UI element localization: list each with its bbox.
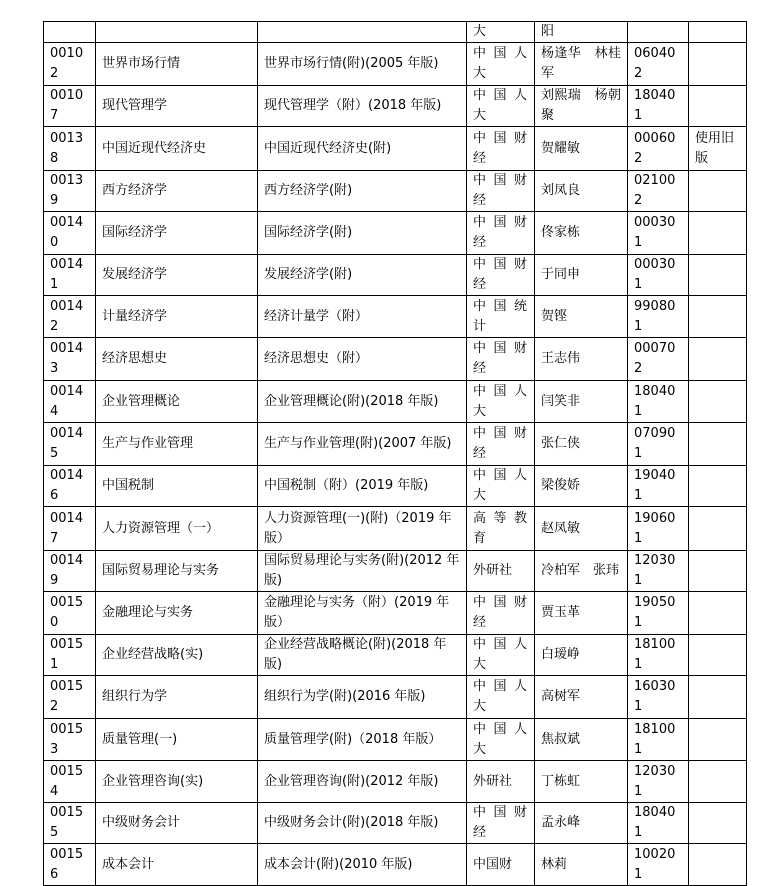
row-code: 00102 xyxy=(44,43,96,86)
row-course: 人力资源管理（一） xyxy=(96,507,258,551)
row-publisher: 外研社 xyxy=(467,551,535,592)
row-code: 00142 xyxy=(44,296,96,338)
row-publisher: 中国人大 xyxy=(467,719,535,761)
row-note: 使用旧版 xyxy=(689,127,747,171)
row-publisher: 中国财经 xyxy=(467,127,535,171)
row-code: 00153 xyxy=(44,719,96,761)
row-publisher: 中国人大 xyxy=(467,676,535,719)
row-book: 世界市场行情(附)(2005 年版) xyxy=(258,43,467,86)
row-book: 国际贸易理论与实务(附)(2012 年版) xyxy=(258,551,467,592)
row-author: 白瑷峥 xyxy=(535,635,628,676)
row-author: 贾玉革 xyxy=(535,592,628,635)
row-note xyxy=(689,338,747,381)
row-book: 成本会计(附)(2010 年版) xyxy=(258,844,467,886)
row-note xyxy=(689,43,747,86)
textbook-table xyxy=(43,21,747,886)
table-row xyxy=(44,551,747,592)
row-code: 00107 xyxy=(44,86,96,127)
row-number: 070901 xyxy=(628,423,689,466)
row-note xyxy=(689,22,747,43)
row-code: 00138 xyxy=(44,127,96,171)
table-row xyxy=(44,466,747,507)
row-book: 中级财务会计(附)(2018 年版) xyxy=(258,803,467,844)
row-author: 贺耀敏 xyxy=(535,127,628,171)
row-book: 生产与作业管理(附)(2007 年版) xyxy=(258,423,467,466)
row-publisher: 中国财经 xyxy=(467,803,535,844)
row-number: 000602 xyxy=(628,127,689,171)
row-number: 190601 xyxy=(628,507,689,551)
row-number: 100201 xyxy=(628,844,689,886)
row-course: 计量经济学 xyxy=(96,296,258,338)
row-publisher: 外研社 xyxy=(467,761,535,803)
row-number: 180401 xyxy=(628,86,689,127)
row-course: 中级财务会计 xyxy=(96,803,258,844)
row-course: 国际经济学 xyxy=(96,212,258,255)
row-course: 金融理论与实务 xyxy=(96,592,258,635)
row-number: 190501 xyxy=(628,592,689,635)
row-publisher: 中国财经 xyxy=(467,592,535,635)
row-author: 赵凤敏 xyxy=(535,507,628,551)
row-course: 生产与作业管理 xyxy=(96,423,258,466)
row-number: 990801 xyxy=(628,296,689,338)
row-publisher: 中国人大 xyxy=(467,466,535,507)
row-publisher: 中国人大 xyxy=(467,381,535,423)
row-code: 00154 xyxy=(44,761,96,803)
row-publisher: 中国财经 xyxy=(467,171,535,212)
row-note xyxy=(689,719,747,761)
row-code: 00140 xyxy=(44,212,96,255)
row-author: 闫笑非 xyxy=(535,381,628,423)
row-publisher: 中国财 xyxy=(467,844,535,886)
table-row xyxy=(44,507,747,551)
row-code: 00150 xyxy=(44,592,96,635)
row-number: 180401 xyxy=(628,381,689,423)
row-number: 190401 xyxy=(628,466,689,507)
table-body xyxy=(44,22,747,886)
row-note xyxy=(689,423,747,466)
row-author: 阳 xyxy=(535,22,628,43)
row-note xyxy=(689,212,747,255)
table-row xyxy=(44,381,747,423)
row-code: 00156 xyxy=(44,844,96,886)
row-author: 杨逢华 林桂军 xyxy=(535,43,628,86)
row-code: 00147 xyxy=(44,507,96,551)
row-number: 181001 xyxy=(628,635,689,676)
table-row xyxy=(44,676,747,719)
row-note xyxy=(689,592,747,635)
row-note xyxy=(689,255,747,296)
row-author: 于同申 xyxy=(535,255,628,296)
row-publisher: 中国人大 xyxy=(467,635,535,676)
row-note xyxy=(689,761,747,803)
row-course xyxy=(96,22,258,43)
table-row xyxy=(44,423,747,466)
row-course: 企业经营战略(实) xyxy=(96,635,258,676)
row-course: 成本会计 xyxy=(96,844,258,886)
row-number: 160301 xyxy=(628,676,689,719)
row-book: 发展经济学(附) xyxy=(258,255,467,296)
table-row xyxy=(44,592,747,635)
row-course: 组织行为学 xyxy=(96,676,258,719)
row-number: 000301 xyxy=(628,255,689,296)
row-author: 佟家栋 xyxy=(535,212,628,255)
row-author: 孟永峰 xyxy=(535,803,628,844)
table-row xyxy=(44,635,747,676)
row-book: 企业管理概论(附)(2018 年版) xyxy=(258,381,467,423)
row-course: 世界市场行情 xyxy=(96,43,258,86)
row-note xyxy=(689,171,747,212)
row-book: 中国近现代经济史(附) xyxy=(258,127,467,171)
row-author: 刘凤良 xyxy=(535,171,628,212)
row-number: 060402 xyxy=(628,43,689,86)
row-number: 180401 xyxy=(628,803,689,844)
row-code: 00146 xyxy=(44,466,96,507)
row-code: 00149 xyxy=(44,551,96,592)
row-book: 现代管理学（附）(2018 年版) xyxy=(258,86,467,127)
row-course: 企业管理概论 xyxy=(96,381,258,423)
row-course: 现代管理学 xyxy=(96,86,258,127)
row-publisher: 高等教育 xyxy=(467,507,535,551)
row-course: 国际贸易理论与实务 xyxy=(96,551,258,592)
row-course: 中国近现代经济史 xyxy=(96,127,258,171)
row-author: 丁栋虹 xyxy=(535,761,628,803)
row-author: 高树军 xyxy=(535,676,628,719)
row-book: 人力资源管理(一)(附)（2019 年版） xyxy=(258,507,467,551)
row-number: 120301 xyxy=(628,761,689,803)
row-author: 张仁侠 xyxy=(535,423,628,466)
row-code: 00139 xyxy=(44,171,96,212)
row-book: 组织行为学(附)(2016 年版) xyxy=(258,676,467,719)
row-publisher: 中国财经 xyxy=(467,338,535,381)
row-number: 181001 xyxy=(628,719,689,761)
row-book: 经济计量学（附） xyxy=(258,296,467,338)
row-note xyxy=(689,676,747,719)
row-note xyxy=(689,803,747,844)
table-row xyxy=(44,171,747,212)
row-book: 国际经济学(附) xyxy=(258,212,467,255)
table-row xyxy=(44,761,747,803)
row-book: 西方经济学(附) xyxy=(258,171,467,212)
row-number xyxy=(628,22,689,43)
row-author: 贺铿 xyxy=(535,296,628,338)
row-publisher: 中国人大 xyxy=(467,43,535,86)
row-note xyxy=(689,466,747,507)
row-book: 金融理论与实务（附）(2019 年版） xyxy=(258,592,467,635)
row-code xyxy=(44,22,96,43)
row-publisher: 中国统计 xyxy=(467,296,535,338)
row-publisher: 中国财经 xyxy=(467,423,535,466)
row-book: 经济思想史（附） xyxy=(258,338,467,381)
table-row xyxy=(44,338,747,381)
row-code: 00152 xyxy=(44,676,96,719)
row-note xyxy=(689,844,747,886)
row-course: 质量管理(一) xyxy=(96,719,258,761)
row-author: 刘熙瑞 杨朝聚 xyxy=(535,86,628,127)
row-code: 00141 xyxy=(44,255,96,296)
row-book: 质量管理学(附)（2018 年版） xyxy=(258,719,467,761)
row-note xyxy=(689,381,747,423)
row-book: 企业经营战略概论(附)(2018 年版) xyxy=(258,635,467,676)
row-author: 林莉 xyxy=(535,844,628,886)
table-row xyxy=(44,22,747,43)
row-number: 120301 xyxy=(628,551,689,592)
row-course: 中国税制 xyxy=(96,466,258,507)
table-row xyxy=(44,296,747,338)
row-book: 中国税制（附）(2019 年版) xyxy=(258,466,467,507)
row-note xyxy=(689,296,747,338)
row-note xyxy=(689,507,747,551)
row-code: 00145 xyxy=(44,423,96,466)
row-publisher: 中国财经 xyxy=(467,212,535,255)
table-row xyxy=(44,212,747,255)
row-code: 00151 xyxy=(44,635,96,676)
row-publisher: 大 xyxy=(467,22,535,43)
row-note xyxy=(689,86,747,127)
table-row xyxy=(44,719,747,761)
row-code: 00143 xyxy=(44,338,96,381)
table-row xyxy=(44,86,747,127)
row-course: 企业管理咨询(实) xyxy=(96,761,258,803)
table-row xyxy=(44,127,747,171)
row-book xyxy=(258,22,467,43)
row-book: 企业管理咨询(附)(2012 年版) xyxy=(258,761,467,803)
row-course: 经济思想史 xyxy=(96,338,258,381)
row-code: 00155 xyxy=(44,803,96,844)
row-course: 西方经济学 xyxy=(96,171,258,212)
row-number: 000702 xyxy=(628,338,689,381)
row-number: 000301 xyxy=(628,212,689,255)
row-publisher: 中国财经 xyxy=(467,255,535,296)
row-course: 发展经济学 xyxy=(96,255,258,296)
row-author: 梁俊娇 xyxy=(535,466,628,507)
table-row xyxy=(44,803,747,844)
row-publisher: 中国人大 xyxy=(467,86,535,127)
row-author: 王志伟 xyxy=(535,338,628,381)
table-row xyxy=(44,43,747,86)
row-code: 00144 xyxy=(44,381,96,423)
row-number: 021002 xyxy=(628,171,689,212)
row-author: 焦叔斌 xyxy=(535,719,628,761)
table-row xyxy=(44,844,747,886)
row-author: 冷柏军 张玮 xyxy=(535,551,628,592)
row-note xyxy=(689,551,747,592)
table-row xyxy=(44,255,747,296)
row-note xyxy=(689,635,747,676)
